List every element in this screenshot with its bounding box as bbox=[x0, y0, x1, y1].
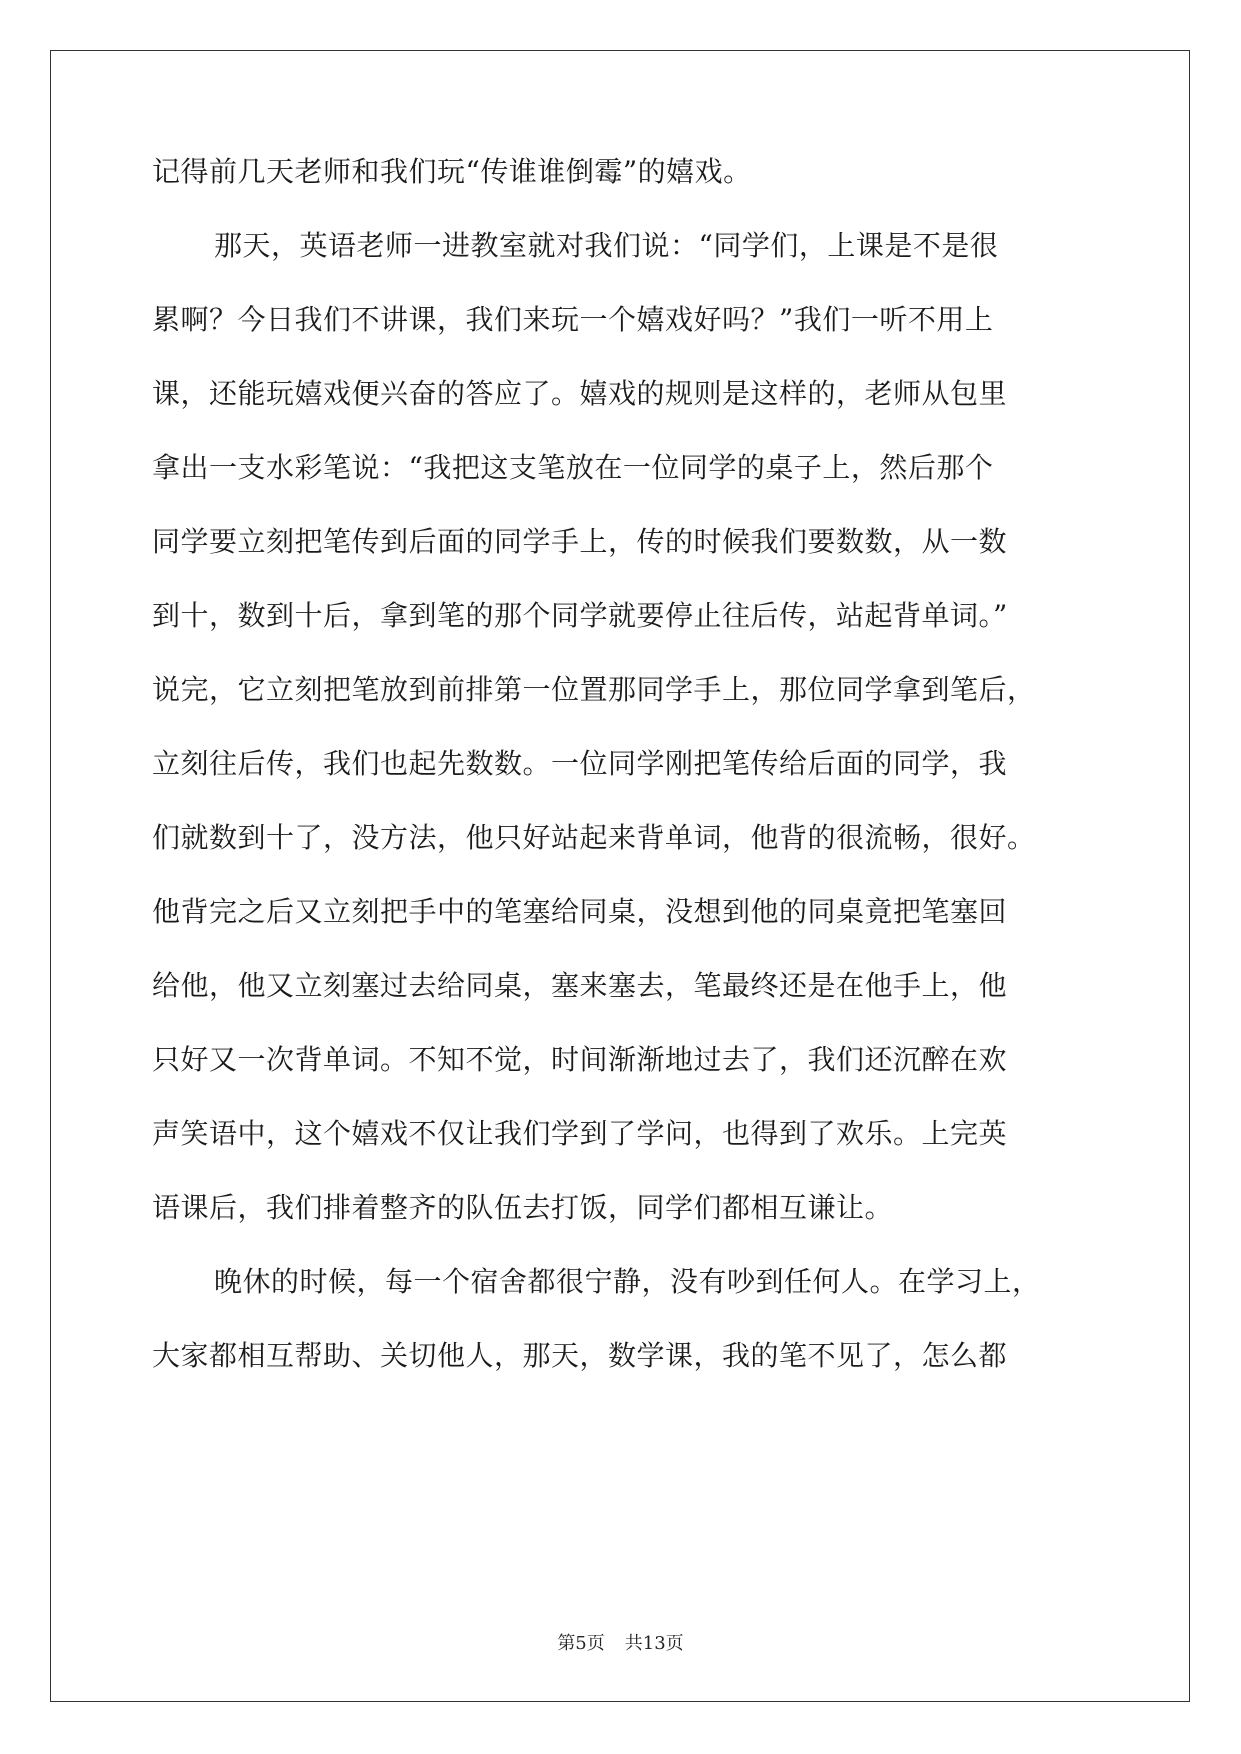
text-line: 同学要立刻把笔传到后面的同学手上，传的时候我们要数数，从一数 bbox=[152, 525, 1008, 558]
text-line: 拿出一支水彩笔说：“我把这支笔放在一位同学的桌子上，然后那个 bbox=[152, 451, 994, 484]
text-line: 语课后，我们排着整齐的队伍去打饭，同学们都相互谦让。 bbox=[152, 1191, 894, 1224]
text-line: 他背完之后又立刻把手中的笔塞给同桌，没想到他的同桌竟把笔塞回 bbox=[152, 895, 1008, 928]
text-line: 大家都相互帮助、关切他人，那天，数学课，我的笔不见了，怎么都 bbox=[152, 1339, 1008, 1372]
text-line: 给他，他又立刻塞过去给同桌，塞来塞去，笔最终还是在他手上，他 bbox=[152, 969, 1008, 1002]
text-line: 到十，数到十后，拿到笔的那个同学就要停止往后传，站起背单词。” bbox=[152, 599, 1008, 632]
text-line: 声笑语中，这个嬉戏不仅让我们学到了学问，也得到了欢乐。上完英 bbox=[152, 1117, 1008, 1150]
text-line: 晚休的时候，每一个宿舍都很宁静，没有吵到任何人。在学习上， bbox=[214, 1265, 1041, 1298]
text-line: 立刻往后传，我们也起先数数。一位同学刚把笔传给后面的同学，我 bbox=[152, 747, 1008, 780]
text-line: 说完，它立刻把笔放到前排第一位置那同学手上，那位同学拿到笔后， bbox=[152, 673, 1036, 706]
text-line: 课，还能玩嬉戏便兴奋的答应了。嬉戏的规则是这样的，老师从包里 bbox=[152, 377, 1008, 410]
text-line: 累啊？今日我们不讲课，我们来玩一个嬉戏好吗？”我们一听不用上 bbox=[152, 303, 994, 336]
text-line: 那天，英语老师一进教室就对我们说：“同学们，上课是不是很 bbox=[214, 229, 999, 262]
page-number: 第5页 bbox=[557, 1633, 605, 1654]
text-line: 只好又一次背单词。不知不觉，时间渐渐地过去了，我们还沉醉在欢 bbox=[152, 1043, 1008, 1076]
page-footer bbox=[0, 1632, 1241, 1656]
page-total: 共13页 bbox=[624, 1633, 684, 1654]
text-line: 记得前几天老师和我们玩“传谁谁倒霉”的嬉戏。 bbox=[152, 155, 752, 188]
page-border bbox=[50, 50, 1190, 1702]
text-line: 们就数到十了，没方法，他只好站起来背单词，他背的很流畅，很好。 bbox=[152, 821, 1036, 854]
